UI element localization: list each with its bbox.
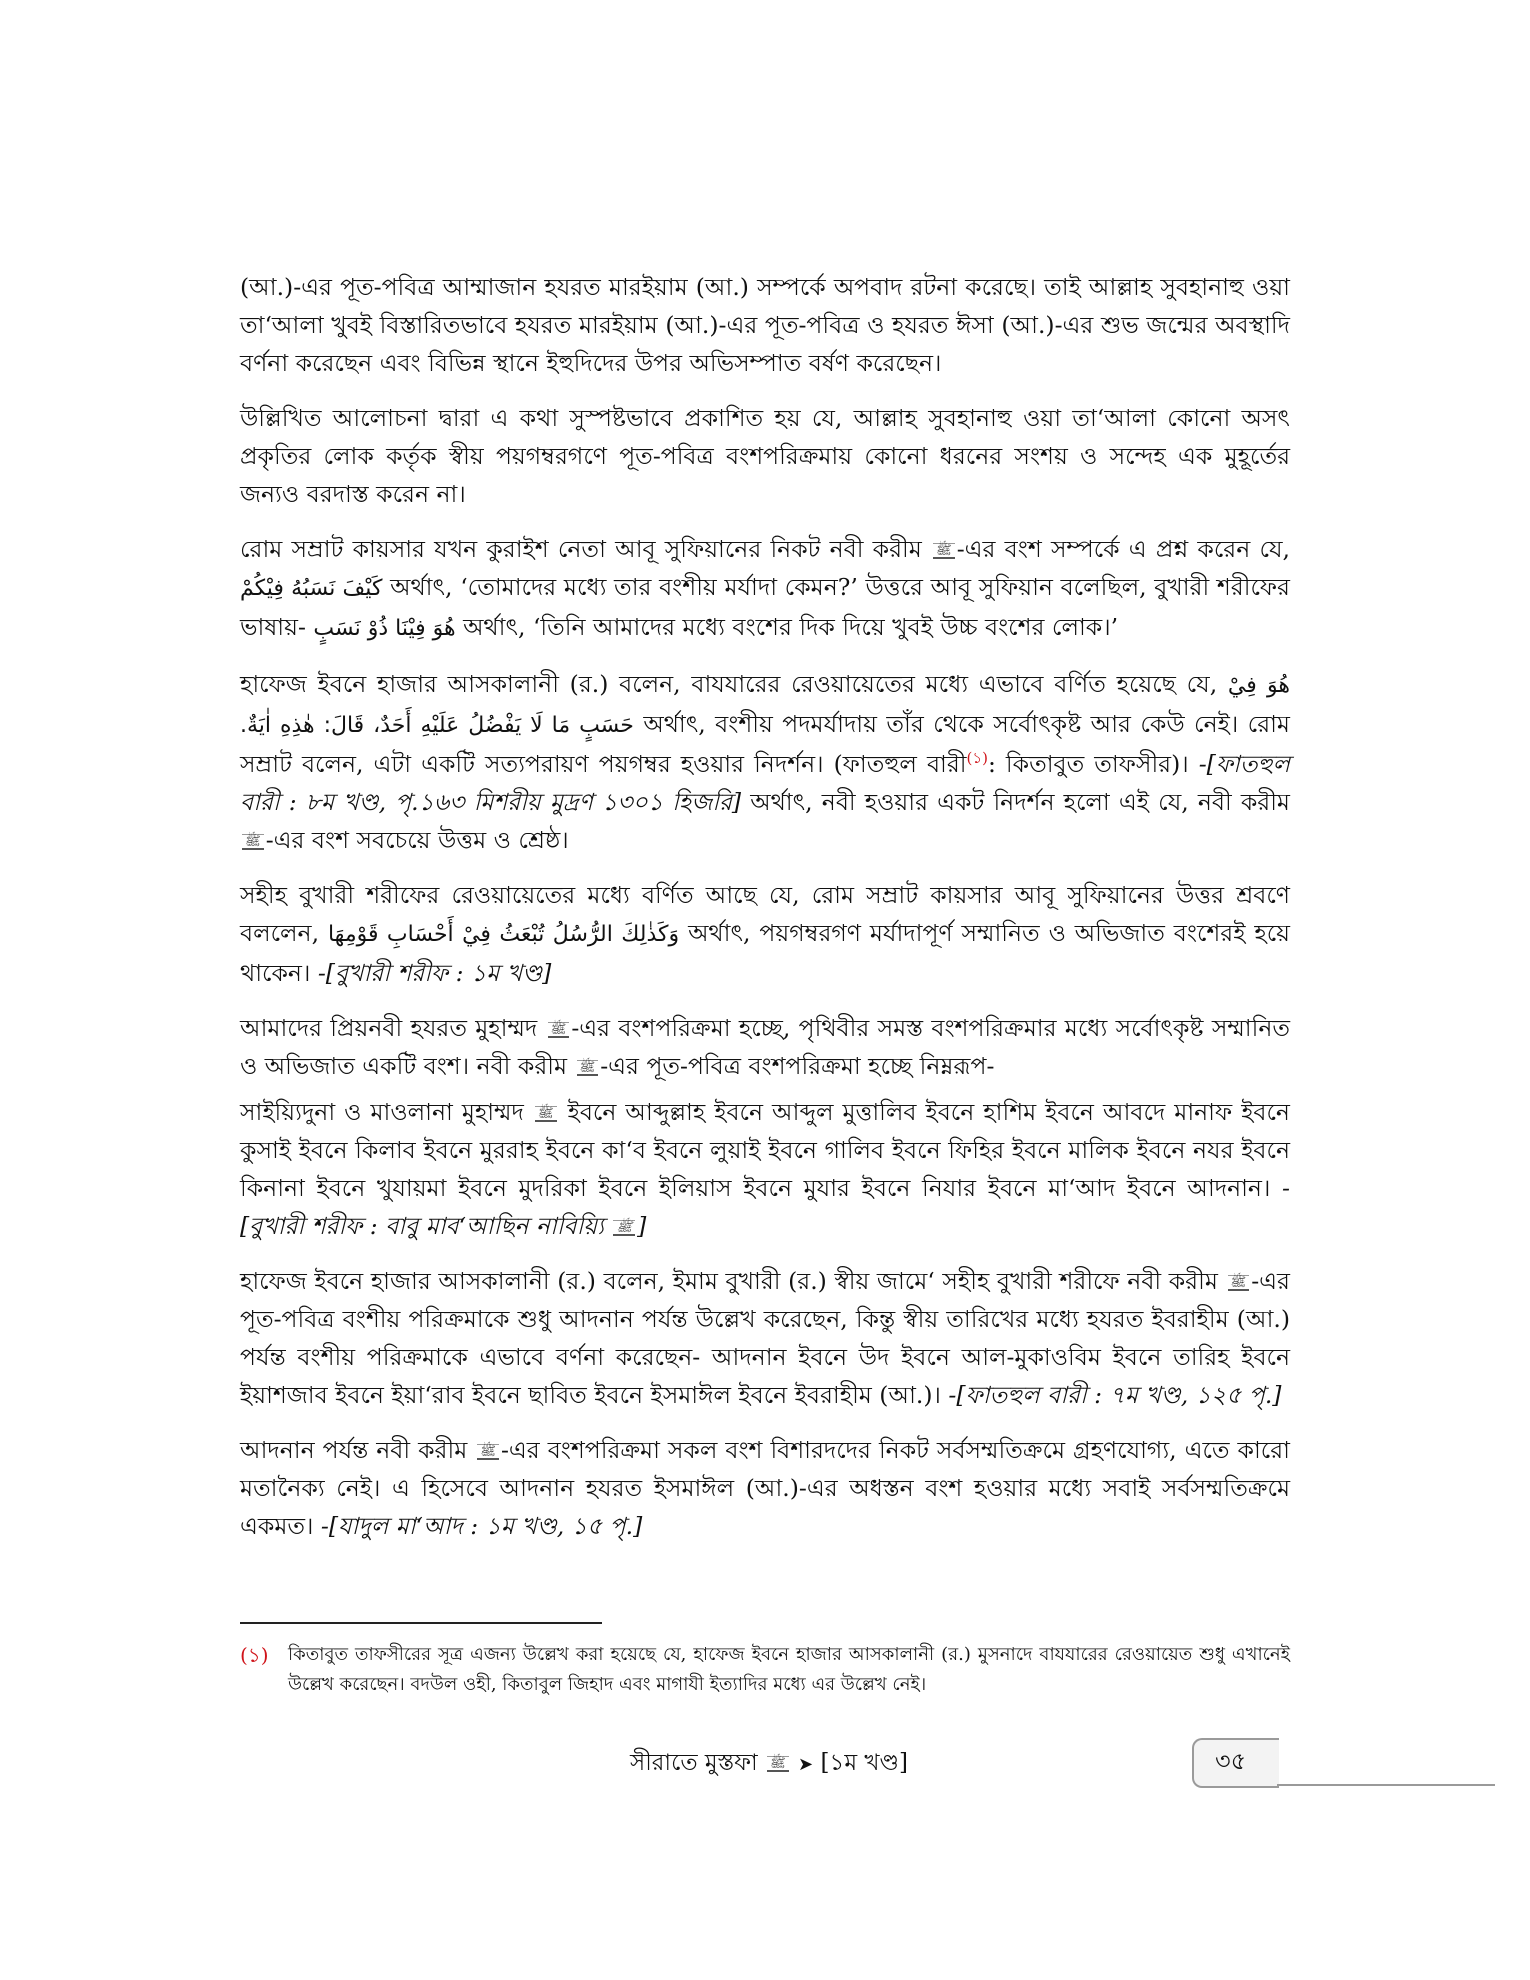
volume-label: [১ম খণ্ড] — [820, 1750, 909, 1776]
text-span: অর্থাৎ, ‘তোমাদের মধ্যে তার বংশীয় মর্যাদা কেমন?’ উত্তরে আবূ সুফিয়ান বলেছিল, বুখারী শরীফের ভাষায়- — [240, 573, 1290, 641]
text-span: -এর বংশ সম্পর্কে এ প্রশ্ন করেন যে, — [956, 535, 1290, 563]
paragraph-3 — [240, 530, 1290, 648]
salutation-seal-icon: ﷺ — [933, 543, 955, 559]
arabic-quote: وَكَذٰلِكَ الرُّسُلُ تُبْعَثُ فِيْ أَحْسَابِ قَوْمِهَا — [327, 922, 680, 947]
text-span: অর্থাৎ, ‘তিনি আমাদের মধ্যে বংশের দিক দিয়ে খুবই উচ্চ বংশের লোক।’ — [463, 613, 1119, 641]
page-number: ৩৫ — [1215, 1747, 1247, 1775]
text-span: -এর বংশ সবচেয়ে উত্তম ও শ্রেষ্ঠ। — [265, 826, 569, 854]
text-span: অর্থাৎ, বংশীয় পদমর্যাদায় তাঁর থেকে সর্বোৎকৃষ্ট আর কেউ নেই। রোম সম্রাট বলেন, এটা একটি সত্যপরায়ণ পয়গম্বর হওয়ার নিদর্শন। (ফাতহুল বারী — [240, 710, 1290, 778]
page-number-rule — [1277, 1784, 1495, 1786]
text-span: রোম সম্রাট কায়সার যখন কুরাইশ নেতা আবূ সুফিয়ানের নিকট নবী করীম — [240, 535, 922, 563]
arabic-quote: هُوَ فِيْ حَسَبٍ مَا لَا يَفْضُلُ عَلَيْهِ أَحَدٌ، قَالَ: هٰذِهِ اٰيَةٌ. — [240, 673, 1290, 738]
reference-citation: -[যাদুল মা‘আদ : ১ম খণ্ড, ১৫ পৃ.] — [320, 1512, 643, 1540]
footnote — [240, 1640, 1290, 1700]
book-title: সীরাতে মুস্তফা — [630, 1750, 758, 1776]
footnote-text: কিতাবুত তাফসীরের সূত্র এজন্য উল্লেখ করা হয়েছে যে, হাফেজ ইবনে হাজার আসকালানী (র.) মুসনাদে বাযযারের রেওয়ায়েত শুধু এখানেই উল্লেখ করেছেন। বদউল ওহী, কিতাবুল জিহাদ এবং মাগাযী ইত্যাদির মধ্যে এর উল্লেখ নেই। — [288, 1644, 1290, 1695]
salutation-seal-icon: ﷺ — [535, 1106, 557, 1122]
text-span: -এর পূত-পবিত্র বংশীয় পরিক্রমাকে শুধু আদনান পর্যন্ত উল্লেখ করেছেন, কিন্তু স্বীয় তারিখের মধ্যে হযরত ইবরাহীম (আ.) পর্যন্ত বংশীয় পরিক্রমাকে এভাবে বর্ণনা করেছেন- আদনান ইবনে উদ ইবনে আল-মুকাওবিম ইবনে তারিহ ইবনে ইয়াশজাব ইবনে ইয়া‘রাব ইবনে ছাবিত ইবনে ইসমাঈল ইবনে ইবরাহীম (আ.)। — [240, 1267, 1290, 1409]
text-span: -এর বংশপরিক্রমা হচ্ছে, পৃথিবীর সমস্ত বংশপরিক্রমার মধ্যে সর্বোৎকৃষ্ট সম্মানিত ও অভিজাত একটি বংশ। নবী করীম — [240, 1014, 1290, 1080]
reference-text: -[বুখারী শরীফ : বাবু মাব‘আছিন নাবিয়্যি — [240, 1174, 1290, 1240]
reference-close: ] — [637, 1212, 647, 1240]
text-span: ইবনে আব্দুল্লাহ ইবনে আব্দুল মুত্তালিব ইবনে হাশিম ইবনে আবদে মানাফ ইবনে কুসাই ইবনে কিলাব ইবনে মুররাহ ইবনে কা‘ব ইবনে লুয়াই ইবনে গালিব ইবনে ফিহির ইবনে মালিক ইবনে নযর ইবনে কিনানা ইবনে খুযায়মা ইবনে মুদরিকা ইবনে ইলিয়াস ইবনে মুযার ইবনে নিযার ইবনে মা‘আদ ইবনে আদনান। — [240, 1098, 1290, 1202]
footnote-divider — [240, 1622, 602, 1624]
salutation-seal-icon: ﷺ — [477, 1444, 499, 1460]
paragraph-6 — [240, 1009, 1290, 1085]
text-span: আদনান পর্যন্ত নবী করীম — [240, 1436, 468, 1464]
paragraph-4 — [240, 665, 1290, 859]
reference-citation: -[বুখারী শরীফ : ১ম খণ্ড] — [317, 959, 552, 987]
paragraph-7 — [240, 1093, 1290, 1245]
text-span: অর্থাৎ, পয়গম্বরগণ মর্যাদাপূর্ণ সম্মানিত ও অভিজাত বংশেরই হয়ে থাকেন। — [240, 919, 1290, 987]
arrow-icon: ➤ — [798, 1754, 814, 1775]
page-footer — [630, 1748, 908, 1780]
paragraph-5 — [240, 876, 1290, 992]
text-span: : কিতাবুত তাফসীর)। — [987, 750, 1189, 778]
reference-citation: -[ফাতহুল বারী : ৮ম খণ্ড, পৃ.১৬৩ মিশরীয় মুদ্রণ ১৩০১ হিজরি] — [240, 750, 1290, 816]
footnote-marker[interactable]: (১) — [966, 749, 988, 768]
paragraph-1: (আ.)-এর পূত-পবিত্র আম্মাজান হযরত মারইয়াম (আ.) সম্পর্কে অপবাদ রটনা করেছে। তাই আল্লাহ সুবহানাহু ওয়া তা‘আলা খুবই বিস্তারিতভাবে হযরত মারইয়াম (আ.)-এর পূত-পবিত্র ও হযরত ঈসা (আ.)-এর শুভ জন্মের অবস্থাদি বর্ণনা করেছেন এবং বিভিন্ন স্থানে ইহুদিদের উপর অভিসম্পাত বর্ষণ করেছেন। — [240, 273, 1290, 377]
paragraph-8 — [240, 1262, 1290, 1414]
text-span: সাইয়্যিদুনা ও মাওলানা মুহাম্মদ — [240, 1098, 524, 1126]
reference-citation: -[ফাতহুল বারী : ৭ম খণ্ড, ১২৫ পৃ.] — [948, 1381, 1282, 1409]
main-text — [240, 268, 1290, 1562]
paragraph-2: উল্লিখিত আলোচনা দ্বারা এ কথা সুস্পষ্টভাবে প্রকাশিত হয় যে, আল্লাহ সুবহানাহু ওয়া তা‘আলা কোনো অসৎ প্রকৃতির লোক কর্তৃক স্বীয় পয়গম্বরগণে পূত-পবিত্র বংশপরিক্রমায় কোনো ধরনের সংশয় ও সন্দেহ এক মুহূর্তের জন্যও বরদাস্ত করেন না। — [240, 404, 1290, 508]
footnote-number: (১) — [240, 1643, 269, 1667]
salutation-seal-icon: ﷺ — [613, 1220, 635, 1236]
salutation-seal-icon: ﷺ — [548, 1022, 570, 1038]
text-span: হাফেজ ইবনে হাজার আসকালানী (র.) বলেন, ইমাম বুখারী (র.) স্বীয় জামে‘ সহীহ বুখারী শরীফে নবী করীম — [240, 1267, 1218, 1295]
text-span: অর্থাৎ, নবী হওয়ার একট নিদর্শন হলো এই যে, নবী করীম — [750, 788, 1290, 816]
arabic-quote: كَيْفَ نَسَبُهُ فِيْكُمْ — [240, 576, 383, 601]
text-span: -এর বংশপরিক্রমা সকল বংশ বিশারদদের নিকট সর্বসম্মতিক্রমে গ্রহণযোগ্য, এতে কারো মতানৈক্য নেই। এ হিসেবে আদনান হযরত ইসমাঈল (আ.)-এর অধস্তন বংশ হওয়ার মধ্যে সবাই সর্বসম্মতিক্রমে একমত। — [240, 1436, 1290, 1540]
text-span: সহীহ বুখারী শরীফের রেওয়ায়েতের মধ্যে বর্ণিত আছে যে, রোম সম্রাট কায়সার আবূ সুফিয়ানের উত্তর শ্রবণে বললেন, — [240, 881, 1290, 947]
arabic-quote: هُوَ فِيْنَا ذُوْ نَسَبٍ — [313, 616, 456, 641]
salutation-seal-icon: ﷺ — [242, 834, 264, 850]
salutation-seal-icon: ﷺ — [767, 1756, 789, 1772]
salutation-seal-icon: ﷺ — [577, 1060, 599, 1076]
text-span: আমাদের প্রিয়নবী হযরত মুহাম্মদ — [240, 1014, 538, 1042]
text-span: -এর পূত-পবিত্র বংশপরিক্রমা হচ্ছে নিম্নরূপ- — [600, 1052, 995, 1080]
text-span: হাফেজ ইবনে হাজার আসকালানী (র.) বলেন, বাযযারের রেওয়ায়েতের মধ্যে এভাবে বর্ণিত হয়েছে যে, — [240, 670, 1218, 698]
salutation-seal-icon: ﷺ — [1228, 1275, 1250, 1291]
paragraph-9 — [240, 1431, 1290, 1545]
